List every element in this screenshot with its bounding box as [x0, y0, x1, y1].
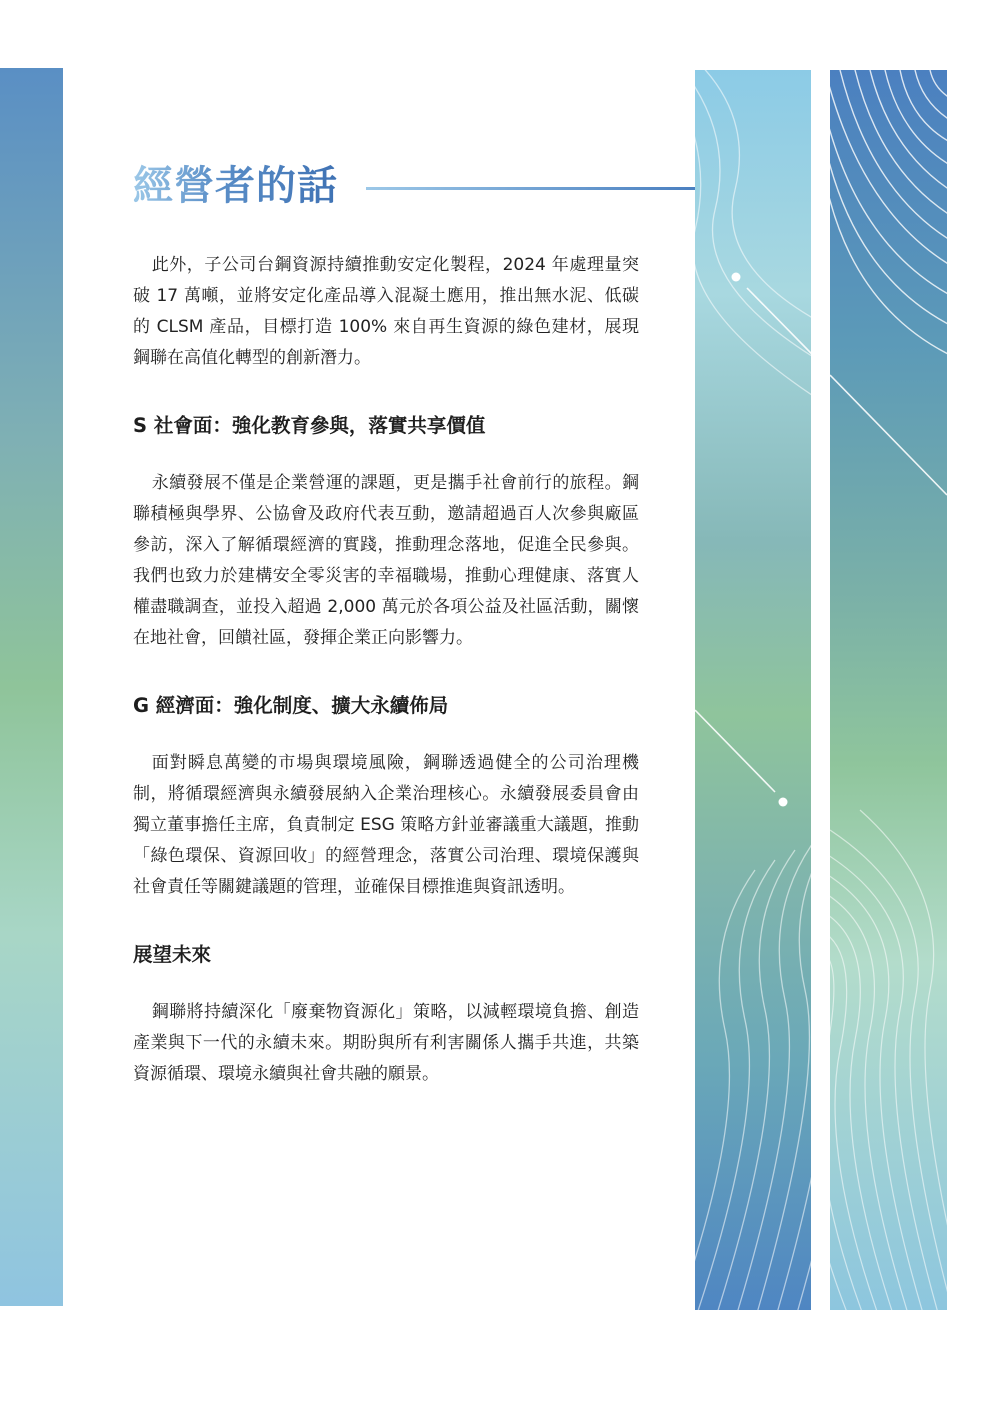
left-gradient-strip: [0, 68, 63, 1306]
page-title-block: [133, 160, 338, 212]
paragraph-governance: 面對瞬息萬變的市場與環境風險，鋼聯透過健全的公司治理機制，將循環經濟與永續發展納入企業治理核心。永續發展委員會由獨立董事擔任主席，負責制定 ESG 策略方針並審議重大議題，推動「綠色環保、資源回收」的經營理念，落實公司治理、環境保護與社會責任等關鍵議題的管理，並確保目標推進與資訊透明。: [133, 753, 639, 897]
title-underline: [366, 187, 695, 190]
heading-governance: G 經濟面：強化制度、擴大永續佈局: [133, 694, 449, 717]
heading-social: S 社會面：強化教育參與，落實共享價值: [133, 414, 486, 437]
paragraph-subsidiary-stabilization: 此外，子公司台鋼資源持續推動安定化製程，2024 年處理量突破 17 萬噸，並將安定化產品導入混凝土應用，推出無水泥、低碳的 CLSM 產品，目標打造 100% 來自再生資源的綠色建材，展現鋼聯在高值化轉型的創新潛力。: [133, 255, 639, 368]
heading-outlook: 展望未來: [133, 943, 212, 966]
decorative-gradient-panel-right: [830, 70, 947, 1310]
decorative-lines: [695, 70, 811, 1310]
decorative-lines: [830, 70, 947, 1310]
article-body: [133, 250, 639, 1090]
decorative-gradient-panel-left: [695, 70, 811, 1310]
paragraph-social: 永續發展不僅是企業營運的課題，更是攜手社會前行的旅程。鋼聯積極與學界、公協會及政府代表互動，邀請超過百人次參與廠區參訪，深入了解循環經濟的實踐，推動理念落地，促進全民參與。我們也致力於建構安全零災害的幸福職場，推動心理健康、落實人權盡職調查，並投入超過 2,000 萬元於各項公益及社區活動，關懷在地社會，回饋社區，發揮企業正向影響力。: [133, 473, 639, 648]
page-title: 經營者的話: [133, 160, 338, 212]
paragraph-outlook: 鋼聯將持續深化「廢棄物資源化」策略，以減輕環境負擔、創造產業與下一代的永續未來。期盼與所有利害關係人攜手共進，共築資源循環、環境永續與社會共融的願景。: [133, 1002, 639, 1084]
